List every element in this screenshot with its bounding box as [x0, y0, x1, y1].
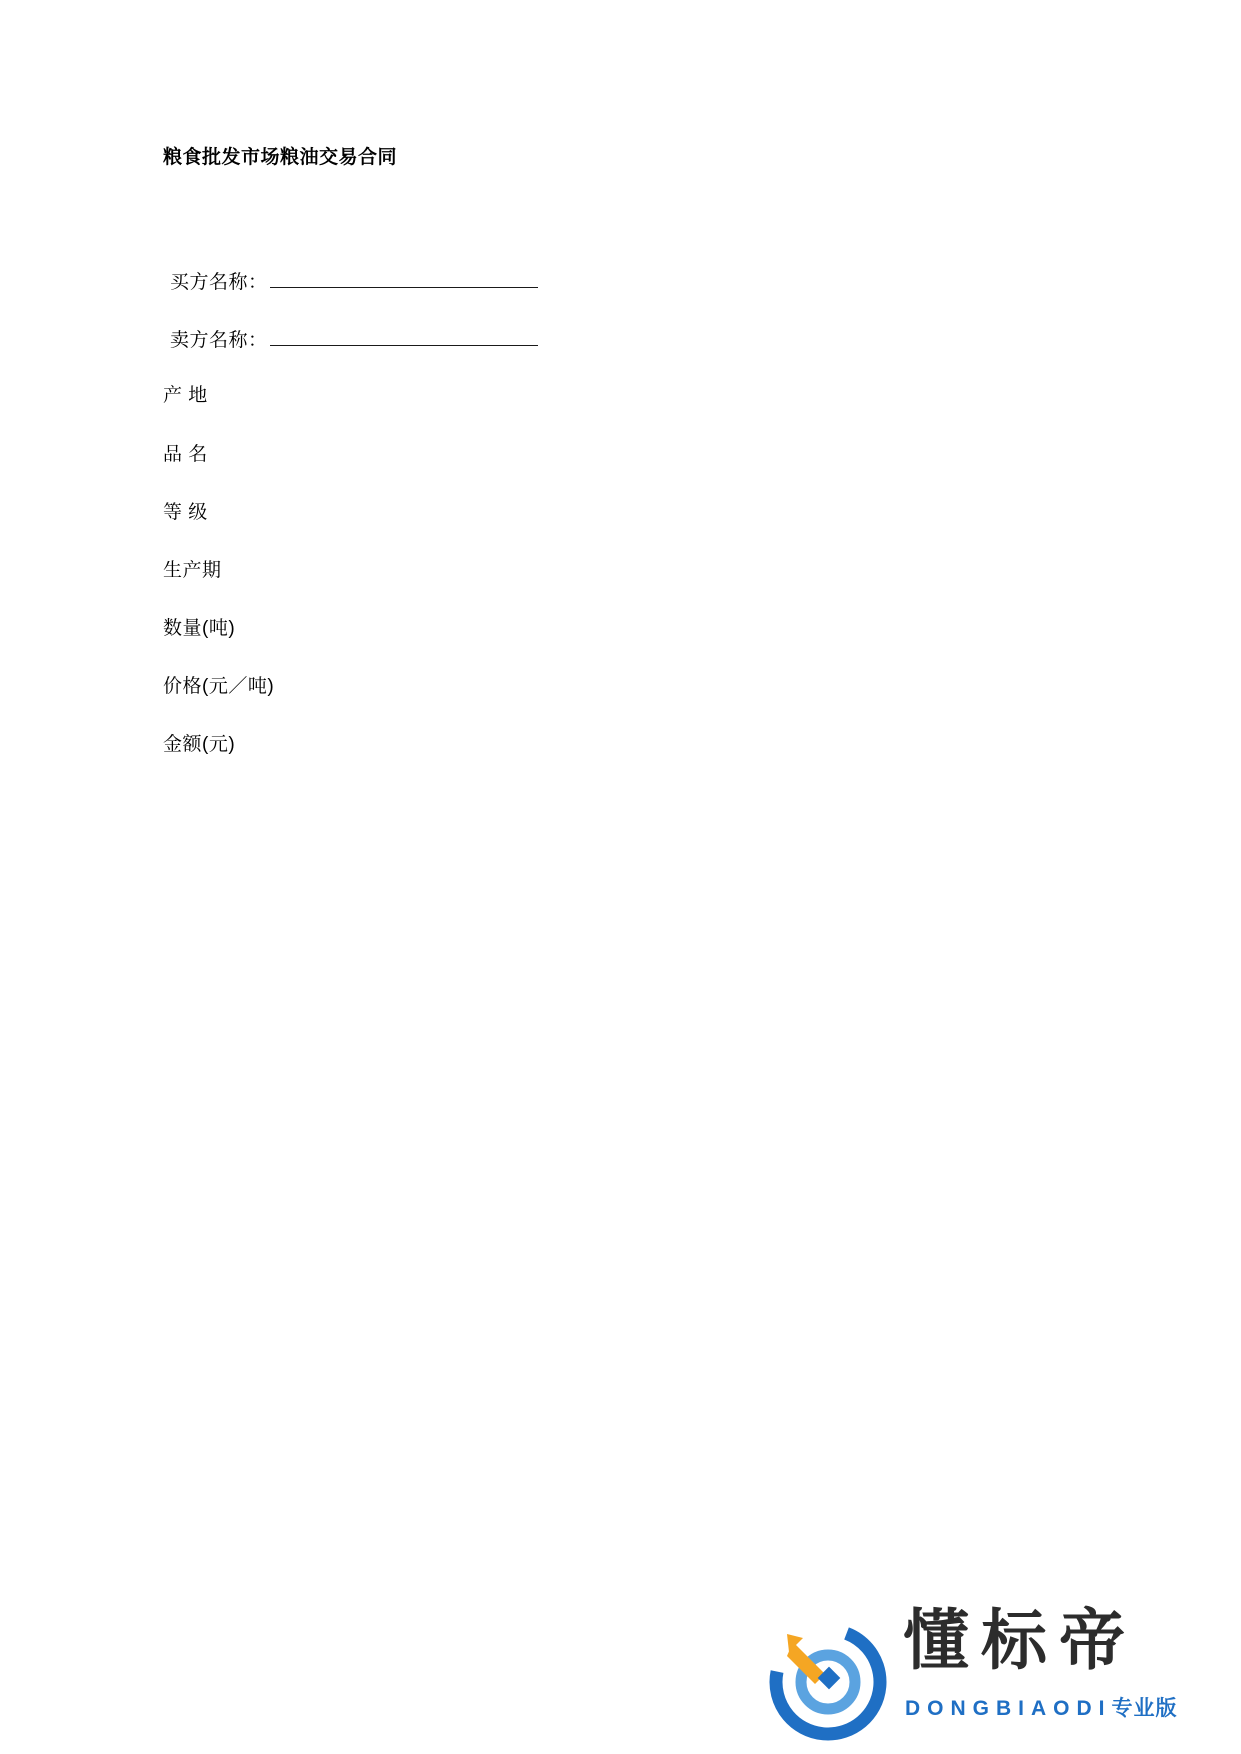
- field-label-grade: 等 级: [163, 502, 208, 523]
- buyer-name-blank[interactable]: [270, 270, 538, 288]
- brand-suffix: 专业版: [1111, 1697, 1178, 1720]
- seller-name-blank[interactable]: [270, 328, 538, 346]
- brand-text: [903, 1602, 1223, 1738]
- field-label-production-date: 生产期: [163, 560, 222, 581]
- brand-name: 懂标帝: [903, 1602, 1137, 1679]
- field-label-price: 价格(元／吨): [163, 676, 275, 697]
- brand-pinyin-row: [905, 1692, 1178, 1722]
- seller-name-row: [170, 325, 538, 352]
- field-label-amount: 金额(元): [163, 734, 236, 755]
- brand-watermark: [763, 1604, 1223, 1744]
- buyer-name-label: 买方名称：: [170, 272, 268, 293]
- field-label-product-name: 品 名: [163, 444, 208, 465]
- field-label-origin: 产 地: [163, 385, 208, 406]
- seller-name-label: 卖方名称：: [170, 330, 268, 351]
- page-title: 粮食批发市场粮油交易合同: [163, 147, 398, 168]
- field-label-quantity: 数量(吨): [163, 618, 236, 639]
- target-arrow-icon: [763, 1612, 893, 1742]
- buyer-name-row: [170, 267, 538, 294]
- brand-pinyin: DONGBIAODI: [905, 1697, 1112, 1720]
